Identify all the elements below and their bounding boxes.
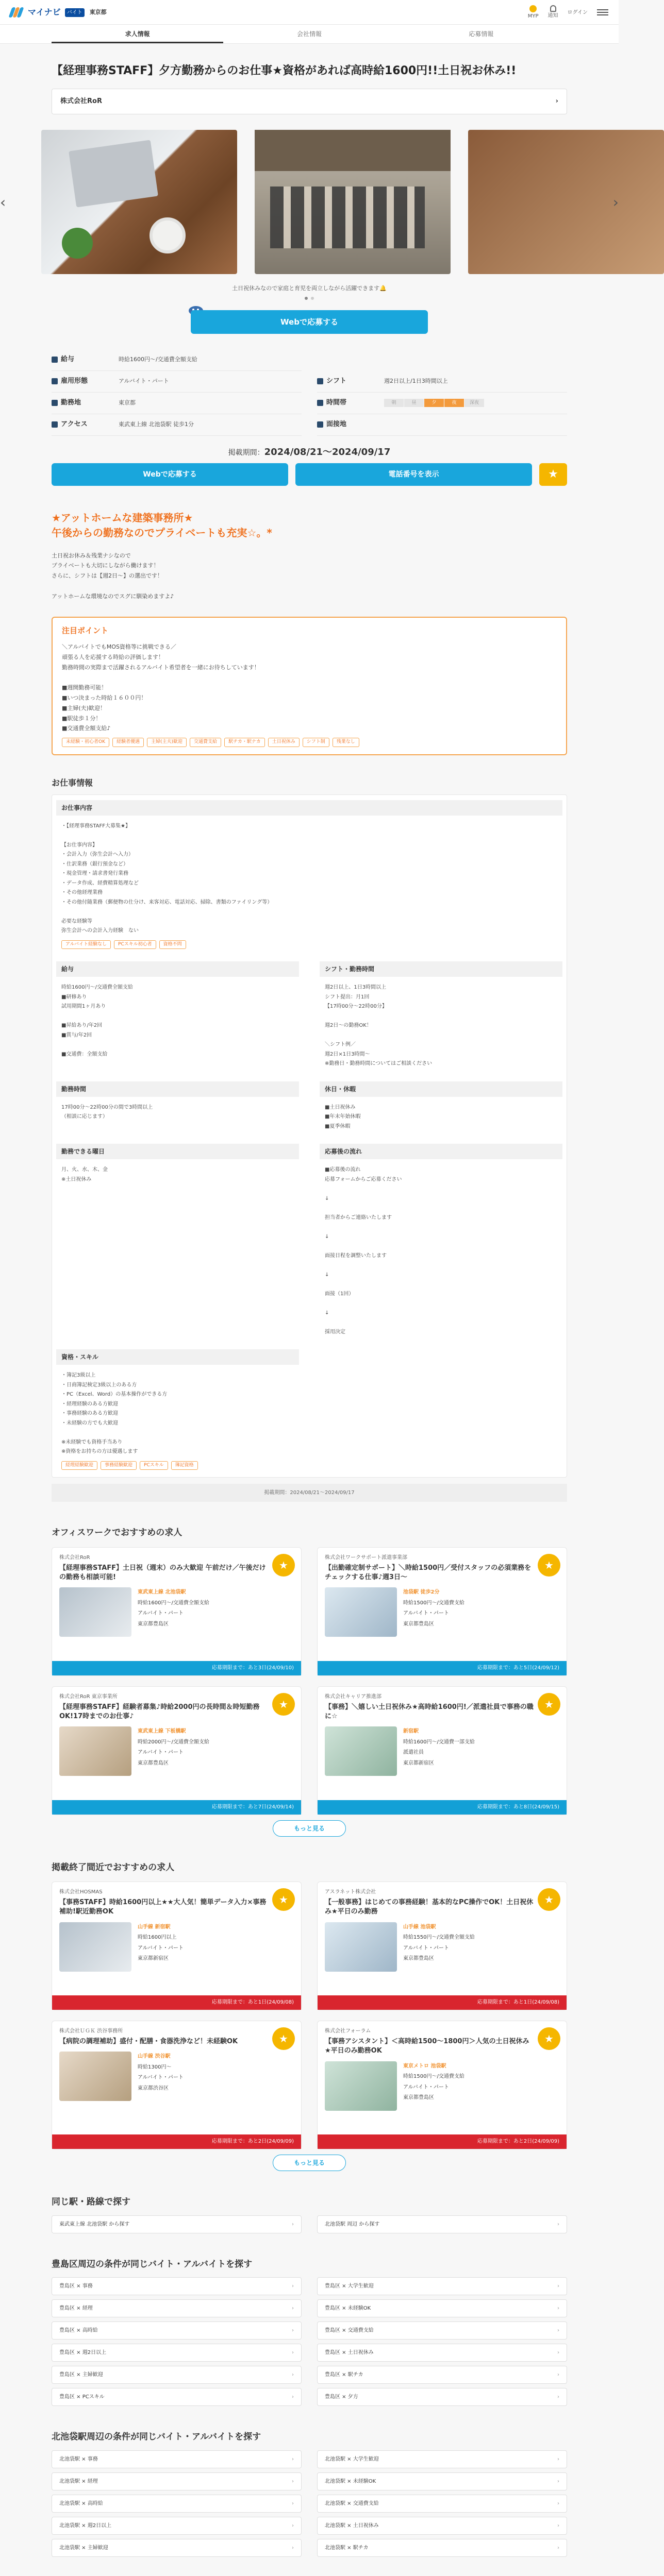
area-link-label: 北池袋駅 × 駅チカ <box>325 2545 369 2551</box>
job-card-photo <box>325 1587 397 1637</box>
job-card-station: 東武東上線 北池袋駅 <box>138 1589 186 1596</box>
holiday-title: 休日・休暇 <box>320 1081 562 1097</box>
detail-box <box>52 794 567 1478</box>
bell-icon <box>550 5 556 12</box>
gallery-next-arrow-icon[interactable]: › <box>612 193 619 211</box>
work-tags <box>61 940 557 950</box>
job-card[interactable] <box>317 1882 567 2010</box>
job-card-company: 株式会社HOSMAS <box>59 1889 103 1895</box>
salary-value: 時給1600円〜/交通費全額支給 <box>119 355 197 363</box>
job-card-pay: 時給1550円〜/交通費全額支給 <box>403 1935 475 1941</box>
area-link-label: 北池袋駅 × 土日祝休み <box>325 2522 379 2529</box>
job-card-deadline: 応募期限まで：あと7日(24/09/14) <box>52 1800 301 1815</box>
job-card-pay: 時給1300円〜 <box>138 2064 172 2070</box>
salary-text: 時給1600円〜/交通費全額支給 ■研修あり 試用期間1ヶ月あり ■昇給あり/年2回 ■賞与/年2回 ■交通費：全額支給 <box>61 985 133 1057</box>
job-card-company: 株式会社ワークサポート派遣事業部 <box>325 1554 407 1561</box>
area-link-label: 豊島区 × 未経験OK <box>325 2306 371 2312</box>
job-card-company: 株式会社RoR 東京事業所 <box>59 1693 118 1700</box>
favorite-star-icon[interactable]: ★ <box>272 2027 295 2050</box>
chevron-right-icon: › <box>557 2394 559 2400</box>
flow-title: 応募後の流れ <box>320 1144 562 1159</box>
points-text: ＼アルバイトでもMOS資格等に挑戦できる／ 頑張る人を応援する時給の評価します！ 勤務時間の実際まで活躍されるアルバイト希望者を一緒にお待ちしています！ ■週開勤務可能！ ■いつ決まった時給１６００円！ ■主婦(夫)歓迎！ ■駅徒歩１分！ ■交通費全額支給♪ <box>62 643 260 732</box>
chevron-right-icon: › <box>557 2500 559 2506</box>
hours-slot: 夜 <box>444 399 464 407</box>
yen-icon <box>52 357 58 363</box>
area-link[interactable] <box>52 2517 302 2535</box>
job-card-type: アルバイト・パート <box>403 2084 449 2090</box>
job-card-area: 東京都新宿区 <box>138 1956 169 1962</box>
gallery-photo-2[interactable] <box>255 130 451 274</box>
login-label: ログイン <box>567 9 588 15</box>
job-card-title[interactable]: 【事務STAFF】時給1600円以上★★大人気！簡単データ入力×事務補助!駅近勤務OK <box>59 1899 267 1916</box>
job-card-station: 東武東上線 下板橋駅 <box>138 1728 186 1735</box>
hamburger-menu-icon[interactable] <box>597 9 608 15</box>
chevron-right-icon: › <box>292 2394 294 2400</box>
job-card-title[interactable]: 【病院の調理補助】盛付・配膳・食器洗浄など！未経験OK <box>59 2038 238 2046</box>
chevron-right-icon: › <box>557 2372 559 2378</box>
job-card-title[interactable]: 【出勤確定制サポート】＼時給1500円／受付スタッフの必須業務をチェックする仕事♪週3日〜 <box>325 1564 532 1581</box>
job-summary-table <box>52 349 567 436</box>
area-link[interactable] <box>317 2495 567 2513</box>
area-link[interactable] <box>317 2344 567 2362</box>
pin-icon <box>52 400 58 406</box>
page-tabs <box>0 25 619 44</box>
type-label: 雇用形態 <box>61 377 88 385</box>
area-link-label: 豊島区 × 主婦歓迎 <box>59 2372 103 2378</box>
chevron-right-icon: › <box>557 2350 559 2356</box>
chevron-right-icon: › <box>557 2478 559 2484</box>
chevron-right-icon: › <box>557 2221 559 2227</box>
hours-slot: 深夜 <box>464 399 484 407</box>
job-card-deadline: 応募期限まで：あと8日(24/09/15) <box>318 1800 567 1815</box>
hours-slot: 朝 <box>384 399 404 407</box>
area-link[interactable] <box>317 2388 567 2406</box>
job-card-photo <box>325 1922 397 1972</box>
area-link[interactable] <box>317 2321 567 2340</box>
feature-tag: 土日祝休み <box>268 738 300 747</box>
job-card-photo <box>59 1587 131 1637</box>
area-link-label: 豊島区 × 週2日以上 <box>59 2350 107 2356</box>
job-card-area: 東京都豊島区 <box>403 1956 434 1962</box>
tab-apply-info[interactable]: 応募情報 <box>469 30 494 38</box>
links1-heading: 同じ駅・路線で探す <box>52 2197 130 2208</box>
feature-tag: 未経験・初心者OK <box>62 738 109 747</box>
area-link-label: 北池袋駅 × 未経験OK <box>325 2478 376 2484</box>
hours-title: 勤務時間 <box>56 1081 299 1097</box>
area-link-label: 北池袋駅 × 主婦歓迎 <box>59 2545 108 2551</box>
job-card-photo <box>325 1726 397 1776</box>
job-card-photo <box>59 1922 131 1972</box>
area-link[interactable] <box>52 2366 302 2384</box>
work-tag: PCスキル初心者 <box>114 940 156 950</box>
links1-list <box>52 2215 567 2233</box>
rec1-heading: オフィスワークでおすすめの求人 <box>52 1528 182 1538</box>
job-card[interactable] <box>317 2021 567 2149</box>
area-link-label: 豊島区 × 高時給 <box>59 2328 98 2334</box>
chevron-right-icon: › <box>292 2328 294 2334</box>
job-title: 【経理事務STAFF】夕方勤務からのお仕事★資格があれば高時給1600円!!土日祝お休み!! <box>52 64 517 77</box>
job-card-pay: 時給1600円以上 <box>138 1935 177 1941</box>
chevron-right-icon: › <box>292 2545 294 2551</box>
gallery-prev-arrow-icon[interactable]: ‹ <box>0 193 6 211</box>
job-card-deadline: 応募期限まで：あと2日(24/09/09) <box>52 2134 301 2149</box>
days-text: 月、火、水、木、金 ※土日祝休み <box>61 1167 108 1182</box>
type-value: アルバイト・パート <box>119 377 169 384</box>
job-card-station: 池袋駅 徒歩2分 <box>403 1589 440 1596</box>
job-card-pay: 時給1600円〜/交通費一部支給 <box>403 1739 475 1745</box>
chevron-right-icon: › <box>557 2283 559 2290</box>
chevron-right-icon: › <box>557 2545 559 2551</box>
rec1-more-button[interactable]: もっと見る <box>273 1820 346 1837</box>
links3-heading: 北池袋駅周辺の条件が同じバイト・アルバイトを探す <box>52 2432 261 2443</box>
job-card-type: アルバイト・パート <box>403 1945 449 1951</box>
job-card-pay: 時給2000円〜/交通費全額支給 <box>138 1739 209 1745</box>
lead-text: 土日祝お休み＆残業ナシなので プライベートも大切にしながら働けます！ さらに、シフトは【週2日～】の選出です！ アットホームな環境なのでスグに馴染めますよ♪ <box>52 552 174 600</box>
quals-tag: 事務経験歓迎 <box>101 1461 137 1470</box>
job-card-photo <box>59 1726 131 1776</box>
job-card-station: 東京メトロ 池袋駅 <box>403 2063 446 2069</box>
work-tag: 資格不問 <box>159 940 186 950</box>
access-label: アクセス <box>61 420 88 429</box>
work-tag: アルバイト経験なし <box>61 940 111 950</box>
job-card-deadline: 応募期限まで：あと2日(24/09/09) <box>318 2134 567 2149</box>
gallery-dot[interactable] <box>311 297 314 300</box>
job-card-company: 株式会社ＵＧＫ 渋谷事務所 <box>59 2028 123 2035</box>
area-link-label: 北池袋駅 × 高時給 <box>59 2500 103 2506</box>
logo-name: マイナビ <box>28 7 61 17</box>
quals-tag: 簿記資格 <box>171 1461 198 1470</box>
job-card-type: アルバイト・パート <box>403 1611 449 1617</box>
chevron-right-icon: › <box>292 2522 294 2529</box>
logo-sub: バイト <box>65 8 85 17</box>
gallery-photo-3[interactable] <box>468 130 664 274</box>
chevron-right-icon: › <box>292 2478 294 2484</box>
area-link[interactable] <box>52 2450 302 2468</box>
feature-tag: 主婦(主夫)歓迎 <box>147 738 187 747</box>
chevron-right-icon: › <box>557 2328 559 2334</box>
rec2-heading: 掲載終了間近でおすすめの求人 <box>52 1862 175 1873</box>
chevron-right-icon: › <box>292 2350 294 2356</box>
area-link[interactable] <box>52 2539 302 2557</box>
job-card-type: アルバイト・パート <box>138 2075 184 2081</box>
area-link-label: 北池袋駅 × 事務 <box>59 2456 98 2462</box>
area-link-label: 豊島区 × 土日祝休み <box>325 2350 374 2356</box>
area-link[interactable] <box>317 2299 567 2317</box>
area-link[interactable] <box>52 2388 302 2406</box>
job-card-area: 東京都豊島区 <box>138 1760 169 1766</box>
feature-tags <box>62 738 557 747</box>
area-link-label: 北池袋駅 周辺 から探す <box>325 2221 380 2227</box>
area-link-label: 北池袋駅 × 経理 <box>59 2478 98 2484</box>
rec2-grid <box>52 1882 567 2149</box>
area-link-label: 豊島区 × 夕方 <box>325 2394 358 2400</box>
links2-heading: 豊島区周辺の条件が同じバイト・アルバイトを探す <box>52 2259 253 2269</box>
quals-tags <box>61 1461 294 1470</box>
logo-mark-icon <box>10 7 25 18</box>
gallery-dot[interactable] <box>305 297 308 300</box>
job-card[interactable] <box>52 1686 302 1815</box>
job-card-deadline: 応募期限まで：あと5日(24/09/12) <box>318 1661 567 1675</box>
job-card-company: 株式会社RoR <box>59 1554 90 1561</box>
area-link[interactable] <box>317 2517 567 2535</box>
favorite-star-icon[interactable]: ★ <box>538 1693 560 1716</box>
coin-icon <box>529 5 537 12</box>
salary-label: 給与 <box>61 355 75 364</box>
hours-label: 時間帯 <box>326 399 347 407</box>
area-link-label: 東武東上線 北池袋駅 から探す <box>59 2221 130 2227</box>
chevron-right-icon: › <box>292 2283 294 2290</box>
job-card-type: アルバイト・パート <box>138 1750 184 1756</box>
tab-company-info[interactable]: 会社情報 <box>296 30 322 38</box>
chevron-right-icon: › <box>292 2221 294 2227</box>
map-icon <box>317 421 323 428</box>
posting-period <box>52 445 567 459</box>
gallery-dots <box>52 297 567 300</box>
area-link-label: 豊島区 × PCスキル <box>59 2394 105 2400</box>
favorite-star-icon[interactable]: ★ <box>539 463 567 486</box>
area-link[interactable] <box>52 2277 302 2295</box>
hours-slot: 昼 <box>404 399 424 407</box>
login-button[interactable] <box>568 9 588 16</box>
job-card-station: 山手線 渋谷駅 <box>138 2054 171 2060</box>
chevron-right-icon: › <box>292 2456 294 2462</box>
published-date: 掲載期間：2024/08/21〜2024/09/17 <box>52 1484 567 1502</box>
coin-button[interactable] <box>528 5 539 20</box>
job-card-photo <box>59 2052 131 2101</box>
job-card-station: 山手線 新宿駅 <box>138 1924 171 1930</box>
chevron-right-icon: › <box>557 2522 559 2529</box>
job-card-company: 株式会社キャリア推進部 <box>325 1693 381 1700</box>
phone-apply-button[interactable]: 電話番号を表示 <box>295 463 532 486</box>
detail-heading: お仕事情報 <box>52 777 93 788</box>
area-link[interactable] <box>52 2299 302 2317</box>
job-card-deadline: 応募期限まで：あと1日(24/09/08) <box>318 1995 567 2010</box>
area-label[interactable]: 東京都 <box>89 8 107 15</box>
rec1-grid <box>52 1547 567 1815</box>
quals-tag: PCスキル <box>140 1461 168 1470</box>
favorite-star-icon[interactable]: ★ <box>272 1554 295 1577</box>
area-link-label: 豊島区 × 駅チカ <box>325 2372 363 2378</box>
job-card-type: アルバイト・パート <box>138 1945 184 1951</box>
job-card[interactable] <box>52 1882 302 2010</box>
chevron-right-icon: › <box>555 97 558 105</box>
favorite-star-icon[interactable]: ★ <box>538 1554 560 1577</box>
chevron-right-icon: › <box>292 2372 294 2378</box>
gallery-photo-1[interactable] <box>41 130 237 274</box>
coin-label: MYP <box>527 13 539 19</box>
area-link-label: 豊島区 × 事務 <box>59 2283 93 2290</box>
area-link[interactable] <box>317 2366 567 2384</box>
feature-tag: シフト制 <box>303 738 329 747</box>
hours-bar <box>384 399 484 407</box>
chevron-right-icon: › <box>557 2306 559 2312</box>
job-card-deadline: 応募期限まで：あと3日(24/09/10) <box>52 1661 301 1675</box>
job-card-area: 東京都新宿区 <box>403 1760 434 1766</box>
clock-icon <box>317 400 323 406</box>
job-card-company: アスラネット株式会社 <box>325 1889 376 1895</box>
job-card-pay: 時給1500円〜/交通費支給 <box>403 2074 464 2080</box>
site-header <box>0 0 619 25</box>
work-text: ・【経理事務STAFF大募集★】 【お仕事内容】 ・会計入力（弥生会計へ入力） ・仕訳業務（銀行預金など） ・現金管理・請求書発行業務 ・データ作成、経費精算処理など ・その他経理業務 ・その他付随業務（郵便物の仕分け、来客対応、電話対応、掃除、書類のファイリング等） 必要な経験等 弥生会計への会計入力経験 ない <box>61 823 273 934</box>
area-link[interactable] <box>317 2277 567 2295</box>
train-icon <box>52 421 58 428</box>
job-card-title[interactable]: 【事務アシスタント】＜高時給1500〜1800円＞人気の土日祝休み★平日のみ勤務OK <box>325 2038 529 2055</box>
job-card-pay: 時給1600円〜/交通費全額支給 <box>138 1600 209 1606</box>
area-link-label: 豊島区 × 交通費支給 <box>325 2328 374 2334</box>
notice-button[interactable] <box>548 5 558 20</box>
chevron-right-icon: › <box>557 2456 559 2462</box>
briefcase-icon <box>52 378 58 384</box>
web-apply-button-2[interactable]: Webで応募する <box>52 463 288 486</box>
period-label: 掲載期間： <box>228 448 264 457</box>
favorite-star-icon[interactable]: ★ <box>538 1888 560 1911</box>
favorite-star-icon[interactable]: ★ <box>272 1888 295 1911</box>
job-card[interactable] <box>52 1547 302 1676</box>
area-link[interactable] <box>317 2450 567 2468</box>
job-card-title[interactable]: 【経理事務STAFF】土日祝（週末）のみ大歓迎 午前だけ／午後だけの勤務も相談可能! <box>59 1564 266 1581</box>
hours-text: 17時00分〜22時00分の間で3時間以上 （相談に応じます） <box>61 1104 153 1120</box>
area-link-label: 豊島区 × 経理 <box>59 2306 93 2312</box>
area-link-label: 北池袋駅 × 交通費支給 <box>325 2500 379 2506</box>
quals-text: ・簿記3級以上 ・日商簿記検定3級以上のある方 ・PC（Excel、Word）の基本操作ができる方 ・経理経験のある方歓迎 ・事務経験のある方歓迎 ・未経験の方でも大歓迎 ※未経験でも資格手当あり ※資格をお持ちの方は優遇します <box>61 1372 168 1455</box>
job-card-company: 株式会社フォーラム <box>325 2028 371 2035</box>
job-card-station: 山手線 池袋駅 <box>403 1924 436 1930</box>
chevron-right-icon: › <box>292 2306 294 2312</box>
area-link-label: 北池袋駅 × 週2日以上 <box>59 2522 112 2529</box>
site-logo[interactable] <box>10 6 107 19</box>
links3-list <box>52 2450 567 2557</box>
days-title: 勤務できる曜日 <box>56 1144 299 1159</box>
job-card-area: 東京都豊島区 <box>138 1621 169 1627</box>
points-title: 注目ポイント <box>62 626 109 636</box>
location-value: 東京都 <box>119 399 136 406</box>
quals-tag: 経理経験歓迎 <box>61 1461 97 1470</box>
feature-tag: 経験者優遇 <box>112 738 144 747</box>
feature-tag: 駅チカ・駅ナカ <box>224 738 265 747</box>
catch-copy <box>52 511 567 540</box>
feature-tag: 残業なし <box>333 738 359 747</box>
job-card-pay: 時給1500円〜/交通費支給 <box>403 1600 464 1606</box>
job-card[interactable] <box>317 1547 567 1676</box>
shift-label: シフト <box>326 377 347 385</box>
job-card-station: 新宿駅 <box>403 1728 419 1735</box>
job-card-title[interactable]: 【事務】＼嬉しい土日祝休み★高時給1600円!／派遣社員で事務の職に☆ <box>325 1703 534 1720</box>
area-link-label: 北池袋駅 × 大学生歓迎 <box>325 2456 379 2462</box>
job-card-area: 東京都豊島区 <box>403 2095 434 2101</box>
access-value: 東武東上線 北池袋駅 徒歩1分 <box>119 420 194 428</box>
area-link[interactable] <box>52 2495 302 2513</box>
shift-title: シフト・勤務時間 <box>320 961 562 977</box>
notice-label: 通知 <box>547 13 558 19</box>
feature-tag: 交通費支給 <box>190 738 221 747</box>
area-link[interactable] <box>52 2321 302 2340</box>
area-link[interactable] <box>317 2215 567 2233</box>
salary-title: 給与 <box>56 961 299 977</box>
job-card-deadline: 応募期限まで：あと1日(24/09/08) <box>52 1995 301 2010</box>
company-name: 株式会社RoR <box>60 97 102 105</box>
map-label: 面接地 <box>326 420 347 429</box>
area-link[interactable] <box>317 2472 567 2490</box>
calendar-icon <box>317 378 323 384</box>
web-apply-button[interactable]: Webで応募する <box>191 310 428 334</box>
job-card[interactable] <box>317 1686 567 1815</box>
shift-text: 週2日以上、1日3時間以上 シフト提出：月1回 【17時00分〜22時00分】 週2日〜の勤務OK！ ＼シフト例／ 週2日×1日3時間〜 ※勤務日・勤務時間についてはご相談ください <box>325 985 433 1067</box>
area-link[interactable] <box>52 2344 302 2362</box>
favorite-star-icon[interactable]: ★ <box>272 1693 295 1716</box>
catch-line-2: 午後からの勤務なのでプライベートも充実☆。* <box>52 526 272 539</box>
quals-title: 資格・スキル <box>56 1349 299 1365</box>
area-link[interactable] <box>317 2539 567 2557</box>
area-link[interactable] <box>52 2215 302 2233</box>
flow-text: ■応募後の流れ 応募フォームからご応募ください ↓ 担当者からご連絡いたします ↓ 面接日程を調整いたします ↓ 面接（1回） ↓ 採用決定 <box>325 1167 402 1335</box>
chevron-right-icon: › <box>292 2500 294 2506</box>
job-card-area: 東京都渋谷区 <box>138 2085 169 2091</box>
hours-slot: 夕 <box>424 399 444 407</box>
period-value: 2024/08/21〜2024/09/17 <box>264 446 391 457</box>
feature-points <box>52 617 567 755</box>
photo-gallery <box>0 130 619 336</box>
area-link[interactable] <box>52 2472 302 2490</box>
job-card[interactable] <box>52 2021 302 2149</box>
job-card-type: アルバイト・パート <box>138 1611 184 1617</box>
gallery-caption: 土日祝休みなので家庭と育児を両立しながら活躍できます🔔 <box>232 284 387 292</box>
catch-line-1: ★アットホームな建築事務所★ <box>52 511 193 524</box>
job-card-area: 東京都豊島区 <box>403 1621 434 1627</box>
work-title: お仕事内容 <box>56 800 562 816</box>
job-card-type: 派遣社員 <box>403 1750 424 1756</box>
company-link[interactable] <box>52 89 567 114</box>
holiday-text: ■土日祝休み ■年末年始休暇 ■夏季休暇 <box>325 1104 361 1129</box>
location-label: 勤務地 <box>61 399 81 407</box>
rec2-more-button[interactable]: もっと見る <box>273 2155 346 2171</box>
tab-job-info[interactable]: 求人情報 <box>52 25 223 43</box>
job-card-title[interactable]: 【一般事務】はじめての事務経験！基本的なPC操作でOK！土日祝休み★平日のみ勤務 <box>325 1899 534 1916</box>
job-card-photo <box>325 2061 397 2111</box>
favorite-star-icon[interactable]: ★ <box>538 2027 560 2050</box>
area-link-label: 豊島区 × 大学生歓迎 <box>325 2283 374 2290</box>
shift-value: 週2日以上/1日3時間以上 <box>384 377 448 384</box>
job-card-title[interactable]: 【経理事務STAFF】経験者募集♪時給2000円の長時間＆時短勤務OK!17時までのお仕事♪ <box>59 1703 260 1720</box>
links2-list <box>52 2277 567 2406</box>
